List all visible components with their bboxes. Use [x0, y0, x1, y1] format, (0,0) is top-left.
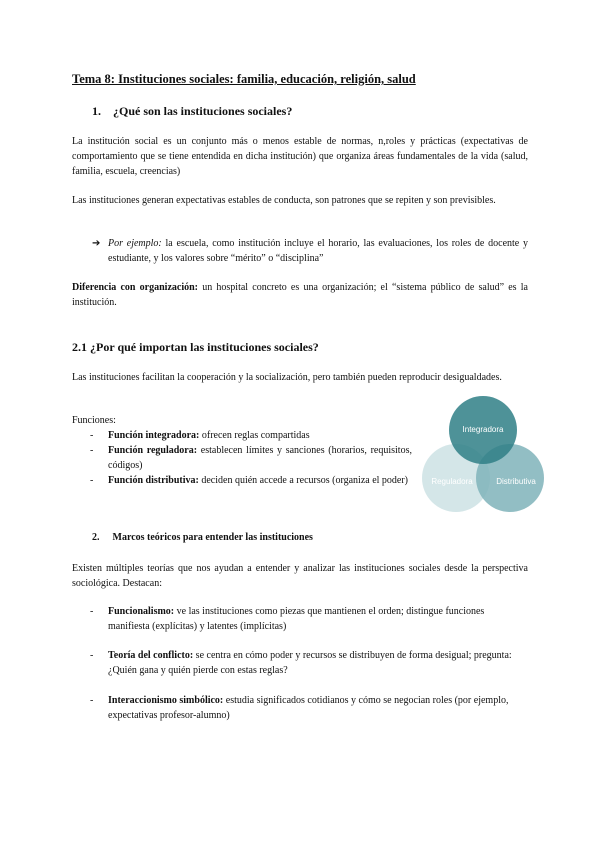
- document-title: Tema 8: Instituciones sociales: familia, educación, religión, salud: [72, 72, 416, 86]
- function-item-integradora: - Función integradora: ofrecen reglas compartidas: [90, 430, 310, 441]
- importance-paragraph: Las instituciones facilitan la cooperación y la socialización, pero también pueden reproducir desigualdades.: [72, 372, 502, 383]
- expectations-paragraph: Las instituciones generan expectativas estables de conducta, son patrones que se repiten y son previsibles.: [72, 195, 496, 206]
- theories-intro-paragraph: Existen múltiples teorías que nos ayudan a entender y analizar las instituciones sociales desde la perspectiva sociológica. Destacan:: [72, 563, 528, 589]
- section-2-heading: [92, 532, 313, 543]
- section-2-1-heading: 2.1 ¿Por qué importan las instituciones sociales?: [72, 340, 319, 354]
- venn-label-distributiva: Distributiva: [496, 477, 536, 486]
- section-1-number: 1.: [92, 104, 101, 118]
- difference-label: Diferencia con organización:: [72, 282, 198, 293]
- example-label: Por ejemplo:: [108, 238, 162, 249]
- function-item-distributiva: - Función distributiva: deciden quién accede a recursos (organiza el poder): [90, 475, 409, 486]
- theory-item-funcionalismo: - Funcionalismo: ve las instituciones como piezas que mantienen el orden; distingue funciones manifiesta (explícitas) y latentes (implícitas): [90, 606, 485, 632]
- functions-label: Funciones:: [72, 415, 116, 426]
- functions-list: [90, 428, 412, 488]
- theory-item-conflicto: - Teoría del conflicto: se centra en cómo poder y recursos se distribuyen de forma desigual; pregunta: ¿Quién gana y quién pierde con estas reglas?: [90, 650, 512, 676]
- function-item-reguladora: - Función reguladora: establecen límites y sanciones (horarios, requisitos, códigos): [90, 445, 412, 471]
- example-text: la escuela, como institución incluye el horario, las evaluaciones, los roles de docente y estudiante, y los valores sobre “mérito” o “disciplina”: [108, 238, 528, 264]
- theory-item-interaccionismo: - Interaccionismo simbólico: estudia significados cotidianos y cómo se negocian roles (por ejemplo, expectativas profesor-alumno): [90, 695, 509, 721]
- section-1-heading-text: ¿Qué son las instituciones sociales?: [113, 104, 293, 118]
- section-2-heading-text: Marcos teóricos para entender las instituciones: [112, 532, 313, 543]
- section-1-heading: [92, 104, 292, 119]
- functions-venn-diagram: [420, 394, 546, 520]
- example-item: [92, 236, 528, 266]
- section-2-number: 2.: [92, 532, 100, 543]
- venn-label-integradora: Integradora: [462, 425, 504, 434]
- difference-text: un hospital concreto es una organización; el “sistema público de salud” es la institución.: [72, 282, 528, 308]
- arrow-icon: ➔: [92, 238, 101, 249]
- venn-label-reguladora: Reguladora: [431, 477, 473, 486]
- organization-difference-paragraph: [72, 280, 528, 310]
- definition-paragraph: La institución social es un conjunto más o menos estable de normas, n,roles y prácticas (expectativas de comportamiento que se tiene entendida en dicha institución) que organiza áreas fundamentales de la vida (salud, familia, escuela, creencias): [72, 136, 528, 177]
